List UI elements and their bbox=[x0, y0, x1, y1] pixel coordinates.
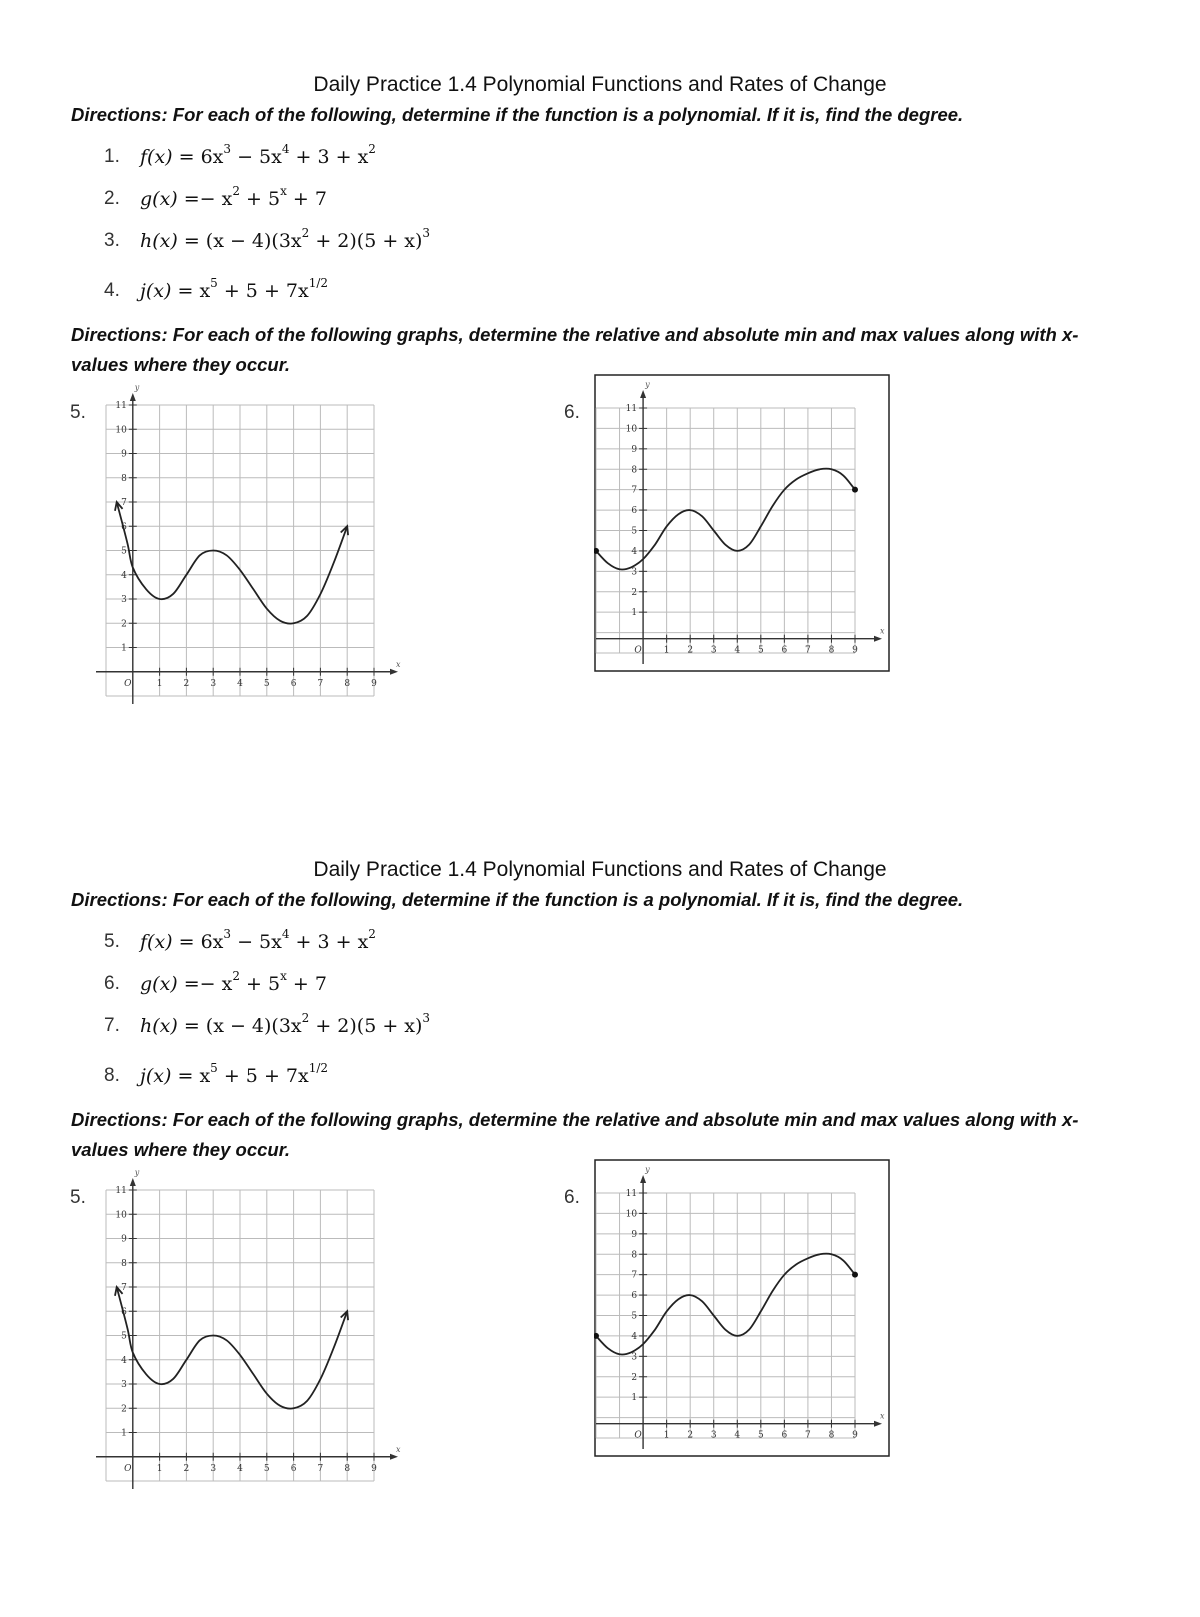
directions-polynomial: Directions: For each of the following, determine if the function is a polynomial. If it is, find the degree. bbox=[71, 889, 964, 910]
function-expression: $j(x) = x^5 + 5 + 7x^{1/2}$ bbox=[140, 1061, 329, 1087]
x-tick-label: 6 bbox=[781, 1430, 788, 1441]
x-tick-label: 7 bbox=[317, 1463, 324, 1474]
x-tick-label: 7 bbox=[805, 1430, 811, 1441]
y-tick-label: 11 bbox=[625, 1189, 638, 1199]
y-tick-label: 4 bbox=[631, 546, 638, 557]
y-tick-label: 7 bbox=[121, 1283, 127, 1293]
y-tick-label: 5 bbox=[631, 526, 638, 537]
x-tick-label: 6 bbox=[781, 645, 788, 656]
x-tick-label: 2 bbox=[183, 678, 190, 689]
y-tick-label: 4 bbox=[121, 570, 127, 581]
y-tick-label: 3 bbox=[121, 1380, 127, 1390]
y-tick-label: 9 bbox=[121, 1234, 127, 1245]
x-tick-label: 3 bbox=[710, 645, 717, 656]
y-tick-label: 8 bbox=[121, 473, 127, 484]
problem-number: 2. bbox=[104, 188, 120, 209]
directions-graphs: Directions: For each of the following graphs, determine the relative and absolute min and max values along with x-values where they occur. bbox=[71, 324, 1079, 375]
y-tick-label: 11 bbox=[625, 404, 638, 414]
x-axis-arrow bbox=[874, 636, 882, 642]
x-tick-label: 7 bbox=[317, 678, 324, 689]
x-tick-label: 7 bbox=[805, 645, 811, 656]
plot-area bbox=[594, 1160, 889, 1456]
y-tick-label: 4 bbox=[631, 1331, 638, 1342]
x-tick-label: 9 bbox=[852, 1430, 858, 1441]
worksheet-title: Daily Practice 1.4 Polynomial Functions and Rates of Change bbox=[313, 73, 887, 96]
function-expression: $g(x) =- x^2 + 5^x + 7$ bbox=[140, 184, 327, 210]
graph-6-plot bbox=[594, 374, 890, 672]
y-tick-label: 9 bbox=[631, 1229, 638, 1240]
origin-label: O bbox=[634, 1430, 642, 1441]
y-tick-label: 7 bbox=[121, 498, 127, 508]
problem-number: 8. bbox=[104, 1065, 120, 1086]
x-tick-label: 4 bbox=[734, 645, 741, 656]
x-tick-label: 8 bbox=[828, 1430, 835, 1441]
y-axis-arrow bbox=[130, 1178, 136, 1186]
x-axis-arrow bbox=[874, 1421, 882, 1427]
graph-frame bbox=[595, 375, 889, 671]
x-tick-label: 4 bbox=[237, 1463, 243, 1474]
graph-5-plot bbox=[90, 377, 420, 707]
function-expression: $f(x) = 6x^3 - 5x^4 + 3 + x^2$ bbox=[140, 142, 376, 168]
x-tick-label: 9 bbox=[852, 645, 858, 656]
y-tick-label: 10 bbox=[625, 1209, 638, 1220]
plot-area bbox=[96, 1168, 401, 1489]
x-tick-label: 9 bbox=[371, 1463, 377, 1474]
problem-number: 4. bbox=[104, 280, 120, 301]
x-tick-label: 1 bbox=[156, 1463, 163, 1474]
y-tick-label: 7 bbox=[631, 485, 638, 496]
y-tick-label: 3 bbox=[631, 1352, 638, 1363]
problem-number: 6. bbox=[104, 973, 120, 994]
y-tick-label: 1 bbox=[121, 1428, 127, 1439]
function-expression: $f(x) = 6x^3 - 5x^4 + 3 + x^2$ bbox=[140, 927, 376, 953]
x-tick-label: 9 bbox=[371, 678, 377, 689]
y-tick-label: 4 bbox=[121, 1355, 127, 1366]
x-tick-label: 5 bbox=[757, 1430, 764, 1441]
x-tick-label: 6 bbox=[290, 1463, 297, 1474]
graph-5 bbox=[90, 1162, 420, 1492]
y-tick-label: 9 bbox=[121, 449, 127, 460]
y-tick-label: 11 bbox=[115, 1186, 127, 1196]
x-tick-label: 8 bbox=[344, 678, 351, 689]
problem-number: 1. bbox=[104, 146, 120, 167]
x-axis-label: x bbox=[396, 1444, 401, 1454]
x-tick-label: 3 bbox=[710, 1430, 717, 1441]
x-axis-arrow bbox=[390, 669, 398, 675]
y-tick-label: 3 bbox=[631, 567, 638, 578]
worksheet-section-2 bbox=[0, 857, 1200, 1617]
y-tick-label: 2 bbox=[631, 587, 638, 598]
plot-area bbox=[594, 375, 889, 671]
function-expression: $g(x) =- x^2 + 5^x + 7$ bbox=[140, 969, 327, 995]
x-tick-label: 1 bbox=[156, 678, 163, 689]
y-tick-label: 5 bbox=[631, 1311, 638, 1322]
y-tick-label: 1 bbox=[631, 608, 638, 619]
origin-label: O bbox=[124, 678, 132, 689]
x-tick-label: 8 bbox=[344, 1463, 351, 1474]
graph-label-5: 5. bbox=[70, 1187, 86, 1208]
y-tick-label: 8 bbox=[631, 465, 638, 476]
y-tick-label: 6 bbox=[121, 522, 127, 533]
x-tick-label: 2 bbox=[183, 1463, 190, 1474]
worksheet-title: Daily Practice 1.4 Polynomial Functions and Rates of Change bbox=[313, 858, 887, 881]
origin-label: O bbox=[124, 1463, 132, 1474]
y-tick-label: 8 bbox=[121, 1258, 127, 1269]
y-tick-label: 11 bbox=[115, 401, 127, 411]
graph-6-plot bbox=[594, 1159, 890, 1457]
y-axis-label: y bbox=[645, 1165, 650, 1174]
x-axis-label: x bbox=[880, 626, 885, 636]
x-tick-label: 6 bbox=[290, 678, 297, 689]
curve-endpoint bbox=[852, 1272, 858, 1278]
worksheet-section-1 bbox=[0, 72, 1200, 832]
graph-label-6: 6. bbox=[564, 402, 580, 423]
function-expression: $j(x) = x^5 + 5 + 7x^{1/2}$ bbox=[140, 276, 329, 302]
y-tick-label: 5 bbox=[121, 546, 127, 557]
y-tick-label: 8 bbox=[631, 1250, 638, 1261]
graph-5 bbox=[90, 377, 420, 707]
y-tick-label: 10 bbox=[115, 425, 127, 436]
x-axis-label: x bbox=[396, 659, 401, 669]
y-axis-arrow bbox=[130, 393, 136, 401]
y-tick-label: 6 bbox=[631, 506, 638, 517]
x-tick-label: 1 bbox=[663, 645, 670, 656]
x-tick-label: 3 bbox=[210, 1463, 217, 1474]
problem-number: 3. bbox=[104, 230, 120, 251]
graph-label-6: 6. bbox=[564, 1187, 580, 1208]
graph-6 bbox=[594, 374, 890, 672]
y-tick-label: 6 bbox=[121, 1307, 127, 1318]
y-axis-label: y bbox=[134, 383, 140, 392]
y-tick-label: 10 bbox=[115, 1210, 127, 1221]
x-tick-label: 3 bbox=[210, 678, 217, 689]
y-axis-arrow bbox=[640, 1175, 646, 1183]
graph-label-5: 5. bbox=[70, 402, 86, 423]
x-tick-label: 4 bbox=[734, 1430, 741, 1441]
y-axis-label: y bbox=[645, 380, 650, 389]
y-axis-arrow bbox=[640, 390, 646, 398]
x-tick-label: 2 bbox=[687, 645, 694, 656]
x-tick-label: 4 bbox=[237, 678, 243, 689]
function-curve bbox=[117, 1287, 348, 1409]
graph-frame bbox=[595, 1160, 889, 1456]
y-tick-label: 5 bbox=[121, 1331, 127, 1342]
x-tick-label: 8 bbox=[828, 645, 835, 656]
graph-5-plot bbox=[90, 1162, 420, 1492]
problem-number: 5. bbox=[104, 931, 120, 952]
y-tick-label: 2 bbox=[121, 619, 127, 630]
y-tick-label: 1 bbox=[121, 643, 127, 654]
y-tick-label: 9 bbox=[631, 444, 638, 455]
x-axis-label: x bbox=[880, 1411, 885, 1421]
problem-number: 7. bbox=[104, 1015, 120, 1036]
x-tick-label: 5 bbox=[263, 1463, 270, 1474]
directions-graphs: Directions: For each of the following graphs, determine the relative and absolute min and max values along with x-values where they occur. bbox=[71, 1109, 1079, 1160]
y-tick-label: 6 bbox=[631, 1291, 638, 1302]
graph-6 bbox=[594, 1159, 890, 1457]
x-tick-label: 5 bbox=[263, 678, 270, 689]
y-tick-label: 10 bbox=[625, 424, 638, 435]
origin-label: O bbox=[634, 645, 642, 656]
x-axis-arrow bbox=[390, 1454, 398, 1460]
directions-polynomial: Directions: For each of the following, determine if the function is a polynomial. If it is, find the degree. bbox=[71, 104, 964, 125]
function-expression: $h(x) = (x - 4)(3x^2 + 2)(5 + x)^3$ bbox=[140, 1011, 431, 1037]
y-axis-label: y bbox=[134, 1168, 140, 1177]
x-tick-label: 5 bbox=[757, 645, 764, 656]
y-tick-label: 2 bbox=[631, 1372, 638, 1383]
plot-area bbox=[96, 383, 401, 704]
function-expression: $h(x) = (x - 4)(3x^2 + 2)(5 + x)^3$ bbox=[140, 226, 431, 252]
y-tick-label: 3 bbox=[121, 595, 127, 605]
y-tick-label: 2 bbox=[121, 1404, 127, 1415]
y-tick-label: 7 bbox=[631, 1270, 638, 1281]
y-tick-label: 1 bbox=[631, 1393, 638, 1404]
x-tick-label: 2 bbox=[687, 1430, 694, 1441]
curve-endpoint bbox=[852, 487, 858, 493]
function-curve bbox=[117, 502, 348, 624]
x-tick-label: 1 bbox=[663, 1430, 670, 1441]
